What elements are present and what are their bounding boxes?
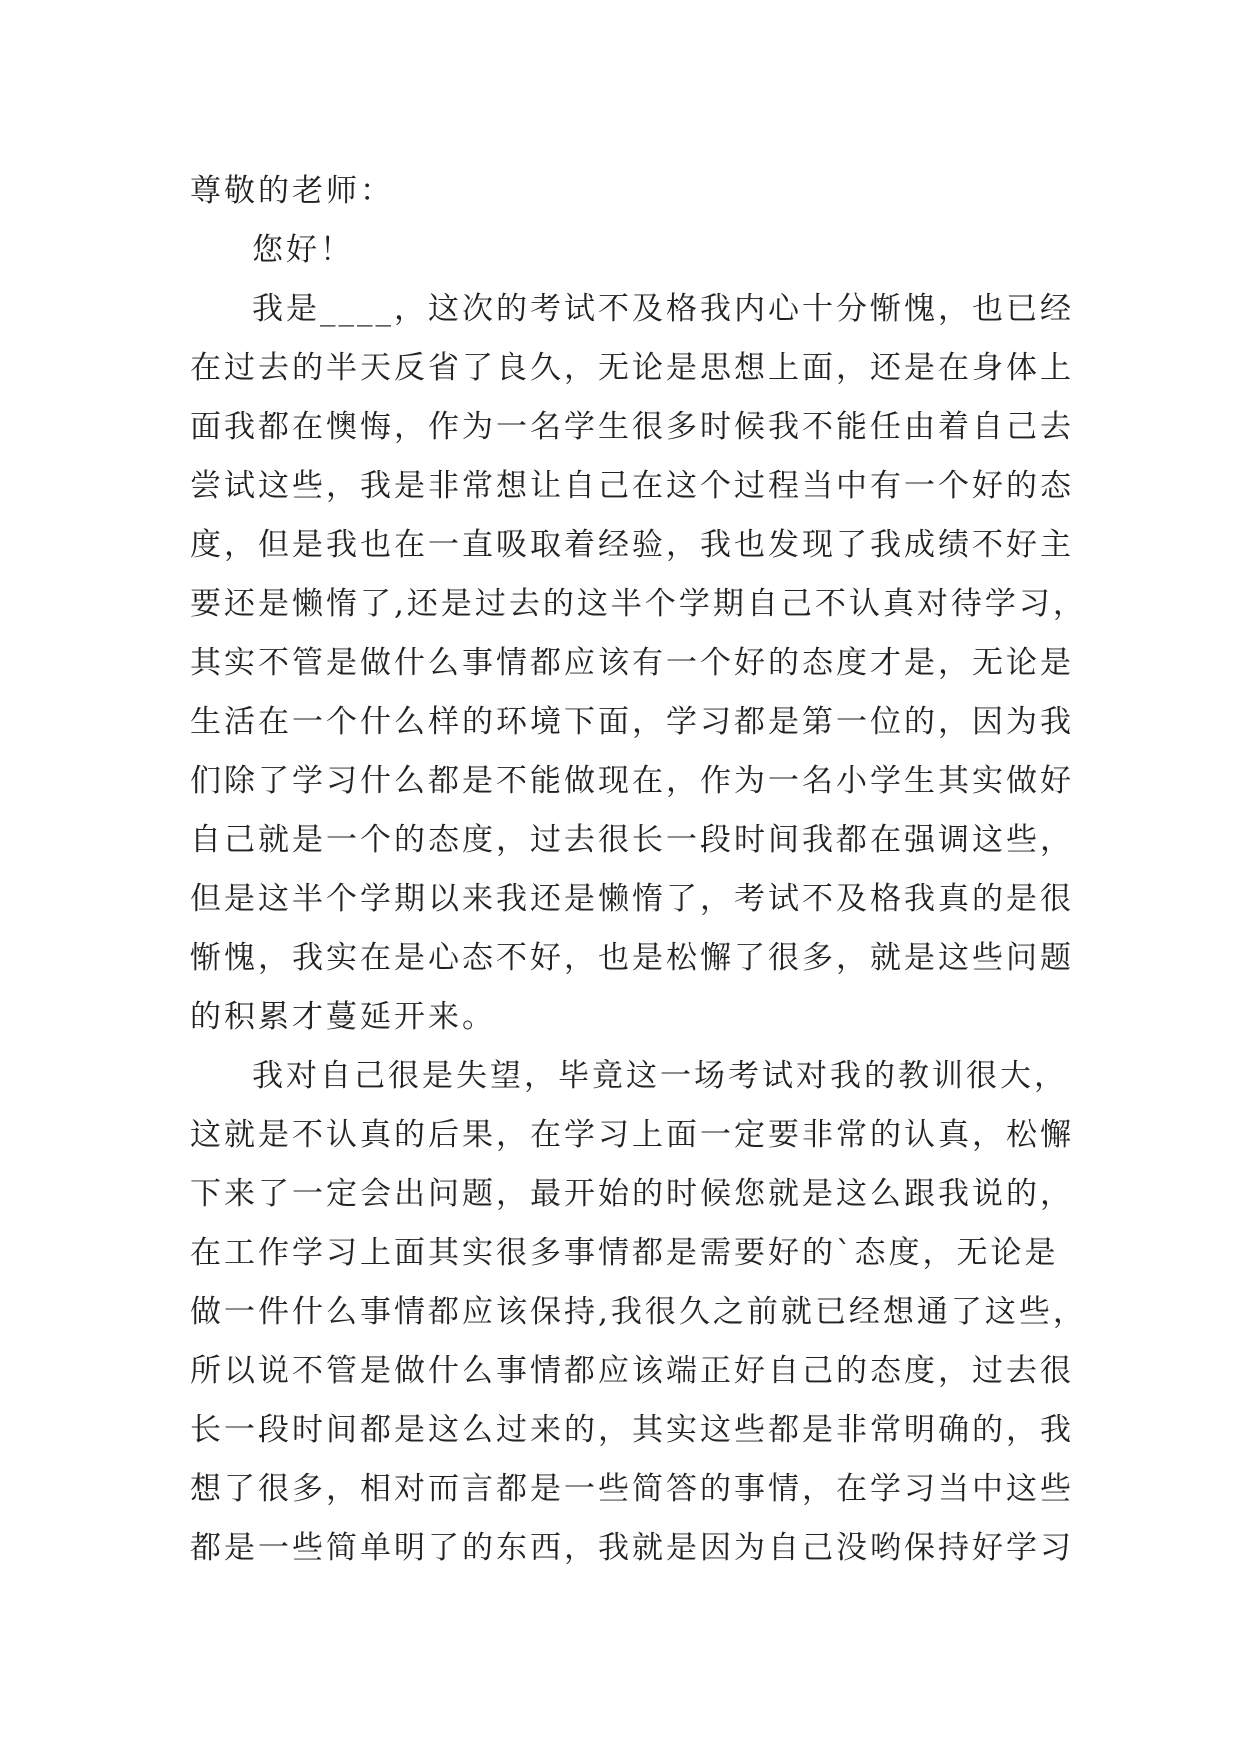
greeting: 您好！ xyxy=(252,232,354,268)
paragraph-1-line: 我是____，这次的考试不及格我内心十分惭愧，也已经 xyxy=(252,291,1074,327)
paragraph-1-line: 尝试这些，我是非常想让自己在这个过程当中有一个好的态 xyxy=(190,468,1074,504)
paragraph-1-line: 要还是懒惰了,还是过去的这半个学期自己不认真对待学习， xyxy=(190,586,1087,622)
paragraph-1-line: 的积累才蔓延开来。 xyxy=(190,999,496,1035)
paragraph-1-line: 生活在一个什么样的环境下面，学习都是第一位的，因为我 xyxy=(190,704,1074,740)
paragraph-2-line: 长一段时间都是这么过来的，其实这些都是非常明确的，我 xyxy=(190,1412,1074,1448)
paragraph-1-line: 度，但是我也在一直吸取着经验，我也发现了我成绩不好主 xyxy=(190,527,1074,563)
paragraph-2-line: 想了很多，相对而言都是一些简答的事情，在学习当中这些 xyxy=(190,1471,1074,1507)
paragraph-2-line: 这就是不认真的后果，在学习上面一定要非常的认真，松懈 xyxy=(190,1117,1074,1153)
paragraph-1-line: 其实不管是做什么事情都应该有一个好的态度才是，无论是 xyxy=(190,645,1074,681)
salutation: 尊敬的老师： xyxy=(190,173,394,209)
paragraph-1-line: 在过去的半天反省了良久，无论是思想上面，还是在身体上 xyxy=(190,350,1074,386)
paragraph-2-line: 都是一些简单明了的东西，我就是因为自己没哟保持好学习 xyxy=(190,1530,1074,1566)
paragraph-1-line: 但是这半个学期以来我还是懒惰了，考试不及格我真的是很 xyxy=(190,881,1074,917)
paragraph-2-line: 下来了一定会出问题，最开始的时候您就是这么跟我说的， xyxy=(190,1176,1074,1212)
paragraph-2-line: 在工作学习上面其实很多事情都是需要好的`态度，无论是 xyxy=(190,1235,1059,1271)
paragraph-1-line: 面我都在懊悔，作为一名学生很多时候我不能任由着自己去 xyxy=(190,409,1074,445)
paragraph-2-line: 所以说不管是做什么事情都应该端正好自己的态度，过去很 xyxy=(190,1353,1074,1389)
letter-body xyxy=(190,162,1087,1578)
paragraph-1-line: 们除了学习什么都是不能做现在，作为一名小学生其实做好 xyxy=(190,763,1074,799)
paragraph-2-line: 做一件什么事情都应该保持,我很久之前就已经想通了这些， xyxy=(190,1294,1087,1330)
paragraph-1-line: 惭愧，我实在是心态不好，也是松懈了很多，就是这些问题 xyxy=(190,940,1074,976)
paragraph-2-line: 我对自己很是失望，毕竟这一场考试对我的教训很大， xyxy=(252,1058,1068,1094)
paragraph-1-line: 自己就是一个的态度，过去很长一段时间我都在强调这些， xyxy=(190,822,1074,858)
